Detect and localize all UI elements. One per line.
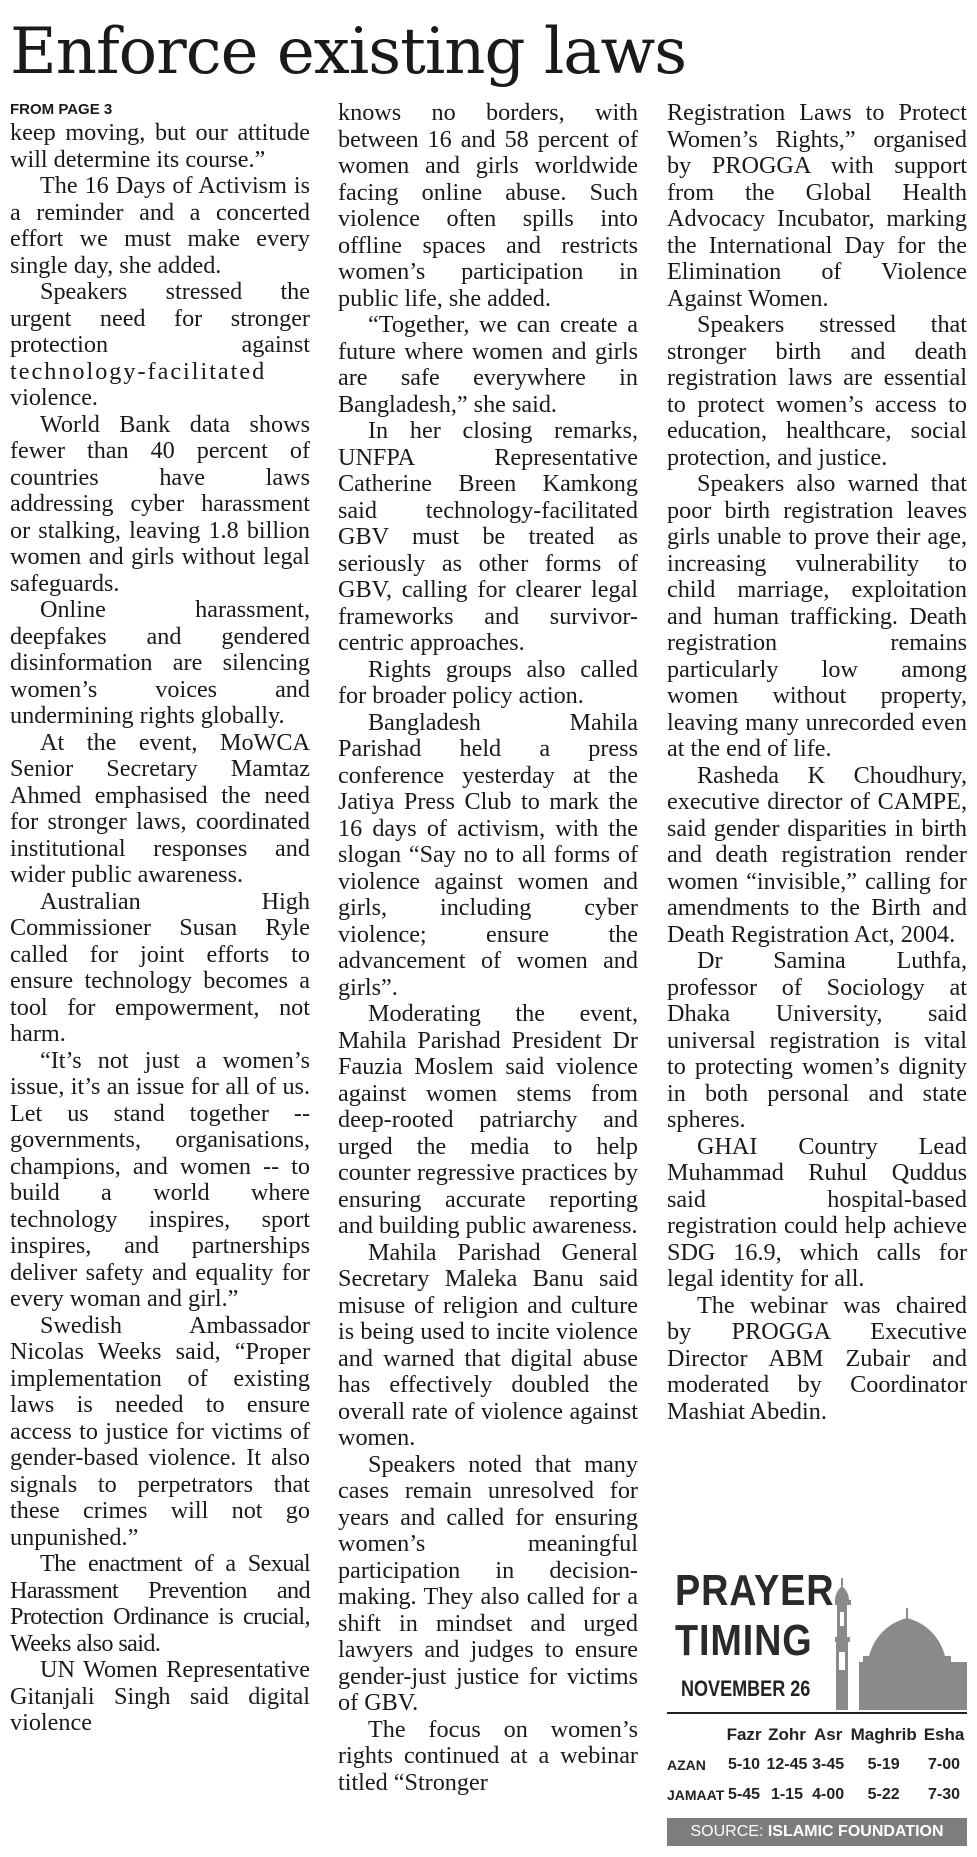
- paragraph: At the event, MoWCA Senior Secretary Mamtaz Ahmed emphasised the need for stronger laws, coordinated institutional responses and wider public awareness.: [10, 728, 310, 888]
- paragraph: keep moving, but our attitude will determine its course.”: [10, 119, 310, 173]
- table-row: [667, 1780, 967, 1810]
- paragraph: Moderating the event, Mahila Parishad President Dr Fauzia Moslem said violence against women stems from deep-rooted patriarchy and urged the media to help counter regressive practices by ensuring accurate reporting and building public awareness.: [338, 1000, 638, 1239]
- table-cell: 12-45: [766, 1756, 808, 1773]
- headline: Enforce existing laws: [10, 15, 687, 89]
- prayer-times-table: [667, 1720, 967, 1810]
- row-label: JAMAAT: [667, 1787, 725, 1803]
- paragraph: Online harassment, deepfakes and gendered disinformation are silencing women’s voices and undermining rights globally.: [10, 596, 310, 729]
- kicker: FROM PAGE 3: [10, 101, 113, 118]
- paragraph: Speakers stressed that stronger birth and death registration laws are essential to protect women’s access to education, healthcare, social protection, and justice.: [667, 311, 967, 471]
- column-header: Esha: [923, 1725, 965, 1744]
- table-cell: 4-00: [812, 1786, 845, 1803]
- table-cell: 7-30: [927, 1786, 961, 1803]
- source-prefix: SOURCE:: [690, 1823, 768, 1840]
- paragraph: Australian High Commissioner Susan Ryle called for joint efforts to ensure technology becomes a tool for empowerment, not harm.: [10, 887, 310, 1047]
- table-cell: 5-22: [867, 1786, 900, 1803]
- article-column-1: [10, 100, 310, 1737]
- paragraph: Dr Samina Luthfa, professor of Sociology at Dhaka University, said universal registration is vital to protecting women’s dignity in both personal and state spheres.: [667, 947, 967, 1133]
- paragraph: Swedish Ambassador Nicolas Weeks said, “Proper implementation of existing laws is needed to ensure access to justice for victims of gender-based violence. It also signals to perpetrators that these crimes will not go unpunished.”: [10, 1311, 310, 1551]
- paragraph: Registration Laws to Protect Women’s Rights,” organised by PROGGA with support from the Global Health Advocacy Incubator, marking the International Day for the Elimination of Violence Against Women.: [667, 99, 967, 312]
- table-cell: 1-15: [770, 1786, 803, 1803]
- table-cell: 3-45: [812, 1756, 845, 1773]
- source-credit: [667, 1818, 967, 1846]
- prayer-timing-title: [675, 1566, 834, 1666]
- paragraph: The 16 Days of Activism is a reminder and a concerted effort we must make every single day, she added.: [10, 172, 310, 279]
- table-row: [667, 1750, 967, 1780]
- paragraph: “Together, we can create a future where women and girls are safe everywhere in Bangladesh,” she said.: [338, 311, 638, 418]
- column-header: Fazr: [726, 1725, 762, 1744]
- paragraph: In her closing remarks, UNFPA Representative Catherine Breen Kamkong said technology-facilitated GBV must be treated as seriously as other forms of GBV, calling for clearer legal frameworks and survivor-centric approaches.: [338, 417, 638, 656]
- paragraph: Speakers noted that many cases remain unresolved for years and called for ensuring women’s meaningful participation in decision-making. They also called for a shift in mindset and urged lawyers and judges to ensure gender-just justice for victims of GBV.: [338, 1450, 638, 1716]
- source-name: ISLAMIC FOUNDATION: [767, 1823, 944, 1840]
- paragraph-part: violence.: [10, 384, 98, 411]
- paragraph: Rasheda K Choudhury, executive director of CAMPE, said gender disparities in birth and death registration render women “invisible,” calling for amendments to the Birth and Death Registration Act, 2004.: [667, 761, 967, 948]
- table-header-row: [667, 1720, 967, 1750]
- prayer-title-line: PRAYER: [675, 1566, 835, 1615]
- paragraph: Rights groups also called for broader policy action.: [338, 655, 638, 709]
- paragraph: Speakers also warned that poor birth registration leaves girls unable to prove their age, increasing vulnerability to child marriage, exploitation and human trafficking. Death registration remains particularly low among women without property, leaving many unrecorded even at the end of life.: [667, 470, 967, 762]
- paragraph: World Bank data shows fewer than 40 percent of countries have laws addressing cyber harassment or stalking, leaving 1.8 billion women and girls without legal safeguards.: [10, 410, 310, 597]
- prayer-title-line: TIMING: [675, 1616, 813, 1665]
- paragraph: Mahila Parishad General Secretary Maleka Banu said misuse of religion and culture is being used to incite violence and warned that digital abuse has effectively doubled the overall rate of violence against women.: [338, 1238, 638, 1451]
- paragraph: The focus on women’s rights continued at a webinar titled “Stronger: [338, 1715, 638, 1796]
- divider: [667, 1712, 967, 1714]
- paragraph: Bangladesh Mahila Parishad held a press conference yesterday at the Jatiya Press Club to mark the 16 days of activism, with the slogan “Say no to all forms of violence against women and girls, including cyber violence; ensure the advancement of women and girls”.: [338, 708, 638, 1001]
- paragraph-part: Speakers stressed the urgent need for stronger protection against: [10, 278, 310, 358]
- row-label: AZAN: [667, 1757, 706, 1773]
- paragraph: [10, 279, 310, 412]
- column-header: Asr: [814, 1725, 843, 1744]
- column-header: Zohr: [768, 1725, 806, 1744]
- paragraph: The webinar was chaired by PROGGA Executive Director ABM Zubair and moderated by Coordinator Mashiat Abedin.: [667, 1291, 967, 1425]
- article-column-2: [338, 100, 638, 1796]
- prayer-date: NOVEMBER 26: [681, 1676, 811, 1701]
- table-cell: 5-10: [728, 1756, 761, 1773]
- paragraph: “It’s not just a women’s issue, it’s an issue for all of us. Let us stand together -- governments, organisations, champions, and women -- to build a world where technology inspires, sport inspires, and partnerships deliver safety and equality for every woman and girl.”: [10, 1046, 310, 1312]
- prayer-timing-box: [667, 1560, 967, 1852]
- paragraph: The enactment of a Sexual Harassment Prevention and Protection Ordinance is crucial, Weeks also said.: [10, 1550, 310, 1657]
- article-column-3: [667, 100, 967, 1425]
- paragraph: GHAI Country Lead Muhammad Ruhul Quddus said hospital-based registration could help achieve SDG 16.9, which calls for legal identity for all.: [667, 1132, 967, 1292]
- table-corner: [667, 1720, 724, 1750]
- paragraph-part: technology-facilitated: [10, 357, 267, 385]
- paragraph: knows no borders, with between 16 and 58 percent of women and girls worldwide facing online abuse. Such violence often spills into offline spaces and restricts women’s participation in public life, she added.: [338, 99, 638, 312]
- table-cell: 5-19: [867, 1756, 900, 1773]
- table-cell: 7-00: [927, 1756, 961, 1773]
- mosque-icon: [835, 1560, 967, 1710]
- paragraph: UN Women Representative Gitanjali Singh said digital violence: [10, 1656, 310, 1736]
- column-header: Maghrib: [850, 1725, 917, 1744]
- table-cell: 5-45: [728, 1786, 761, 1803]
